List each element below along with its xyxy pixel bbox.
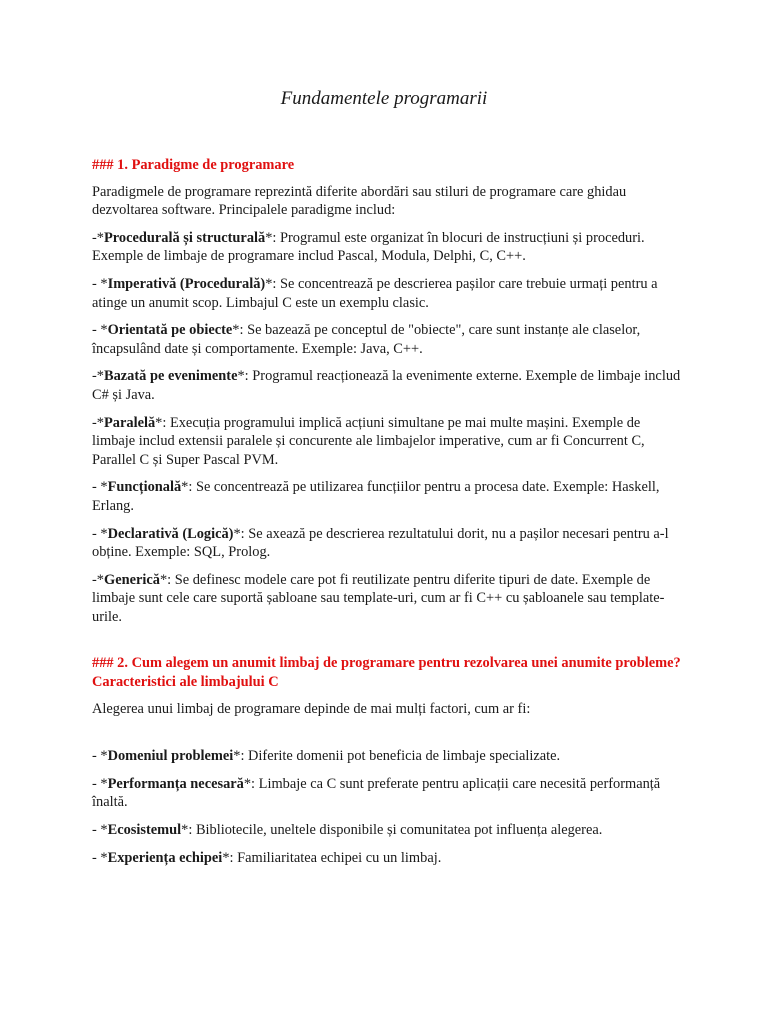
item-text: *: Programul este organizat în blocuri de instrucțiuni și proceduri. Exemple de limbaje de programare includ Pascal, Modula, Delphi, C, C++. — [92, 229, 645, 265]
item-term: Generică — [104, 571, 160, 588]
document-title: Fundamentele programarii — [280, 88, 488, 109]
list-item — [92, 229, 682, 266]
item-text: *: Se axează pe descrierea rezultatului dorit, nu a pașilor necesari pentru a-l obține. Exemple: SQL, Prolog. — [92, 525, 669, 561]
item-term: Paralelă — [104, 414, 156, 431]
list-item — [92, 775, 682, 812]
section-1-heading: ### 1. Paradigme de programare — [92, 157, 295, 173]
item-prefix: - * — [92, 275, 108, 292]
item-text: *: Programul reacționează la evenimente externe. Exemple de limbaje includ C# și Java. — [92, 368, 681, 403]
list-item — [92, 571, 682, 627]
item-text: *: Se definesc modele care pot fi reutilizate pentru diferite tipuri de date. Exemple de limbaje sunt cele care suportă șabloane sau template-uri, cum ar fi C++ cu șabloanele sau template-urile. — [92, 571, 665, 625]
item-text: *: Diferite domenii pot beneficia de limbaje specializate. — [233, 748, 561, 765]
item-term: Imperativă (Procedurală) — [107, 275, 266, 292]
item-prefix: -* — [92, 368, 104, 385]
item-prefix: - * — [92, 748, 108, 765]
paragraph-spacer — [92, 727, 682, 747]
list-item — [92, 478, 682, 515]
item-prefix: - * — [92, 822, 108, 839]
section-1-intro: Paradigmele de programare reprezintă diferite abordări sau stiluri de programare care ghidau dezvoltarea software. Principalele paradigme includ: — [92, 183, 627, 219]
item-term: Orientată pe obiecte — [107, 322, 233, 339]
item-term: Experiența echipei — [107, 849, 223, 866]
item-term: Procedurală și structurală — [104, 229, 266, 246]
item-text: *: Bibliotecile, uneltele disponibile și comunitatea pot influența alegerea. — [181, 822, 603, 839]
item-text: *: Execuția programului implică acțiuni simultane pe mai multe mașini. Exemple de limbaje includ extensii paralele și concurente ale limbajelor imperative, cum ar fi Concurrent C, Parallel C și Super Pascal PVM. — [92, 414, 645, 468]
item-term: Domeniul problemei — [107, 748, 234, 765]
item-prefix: -* — [92, 229, 104, 246]
list-item — [92, 414, 682, 470]
item-prefix: - * — [92, 479, 108, 496]
item-term: Declarativă (Logică) — [107, 525, 234, 542]
list-item — [92, 525, 682, 562]
item-text: *: Se bazează pe conceptul de "obiecte", care sunt instanțe ale claselor, încapsulând date și comportamente. Exemple: Java, C++. — [92, 322, 641, 357]
list-item — [92, 747, 682, 766]
item-prefix: - * — [92, 849, 108, 866]
item-prefix: - * — [92, 322, 108, 339]
list-item — [92, 849, 682, 868]
item-text: *: Limbaje ca C sunt preferate pentru aplicații care necesită performanță înaltă. — [92, 775, 661, 811]
section-2-heading: ### 2. Cum alegem un anumit limbaj de programare pentru rezolvarea unei anumite probleme? Caracteristici ale limbajului C — [92, 655, 681, 691]
section-spacer — [92, 635, 682, 654]
item-text: *: Familiaritatea echipei cu un limbaj. — [222, 849, 442, 866]
item-term: Performanța necesară — [107, 775, 244, 792]
list-item — [92, 275, 682, 312]
item-prefix: - * — [92, 775, 108, 792]
list-item — [92, 821, 682, 840]
list-item — [92, 321, 682, 358]
item-term: Ecosistemul — [107, 822, 182, 839]
item-prefix: -* — [92, 414, 104, 431]
section-2-intro: Alegerea unui limbaj de programare depinde de mai mulți factori, cum ar fi: — [92, 700, 531, 717]
item-text: *: Se concentrează pe utilizarea funcțiilor pentru a procesa date. Exemple: Haskell, Erlang. — [92, 479, 660, 514]
item-text: *: Se concentrează pe descrierea pașilor care trebuie urmați pentru a atinge un anumit scop. Limbajul C este un exemplu clasic. — [92, 275, 658, 311]
item-term: Funcțională — [107, 479, 182, 496]
item-term: Bazată pe evenimente — [104, 368, 238, 385]
item-prefix: -* — [92, 571, 104, 588]
list-item — [92, 367, 682, 404]
item-prefix: - * — [92, 525, 108, 542]
document-body — [92, 156, 682, 876]
